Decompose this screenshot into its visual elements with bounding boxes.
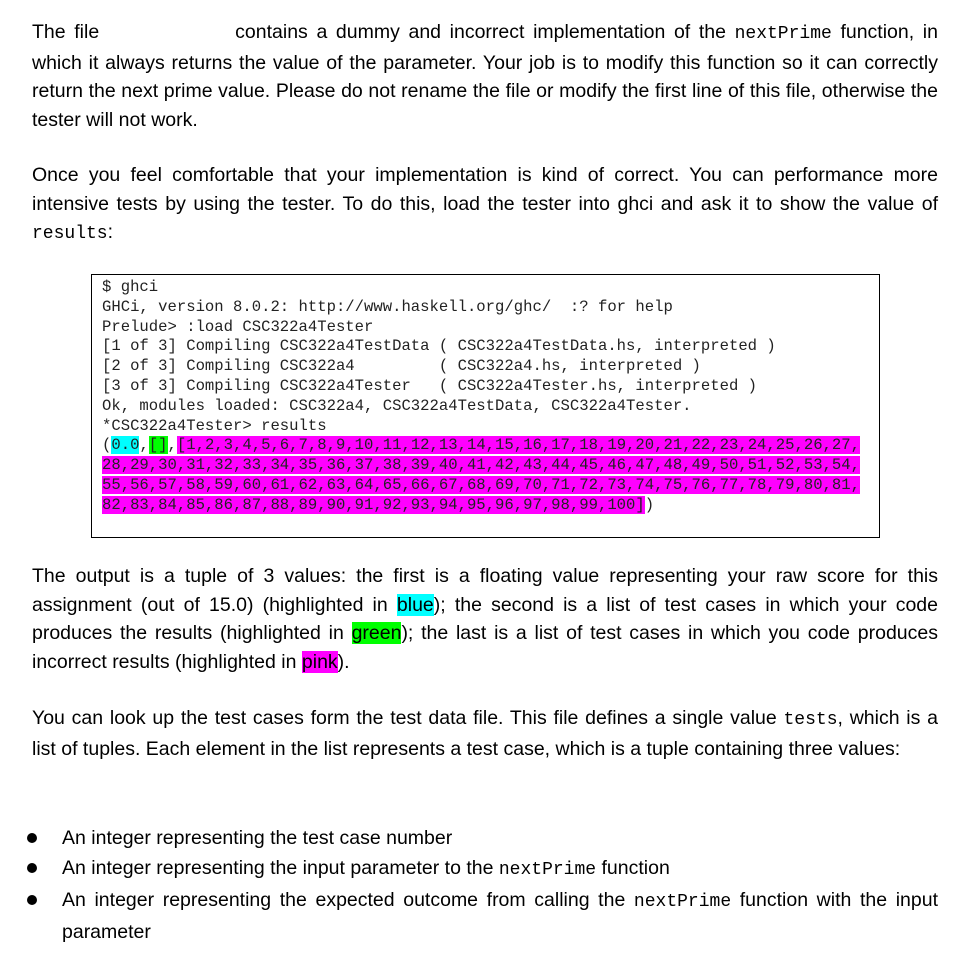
bullet-icon [27,895,37,905]
tuple-close: ) [644,495,655,514]
terminal-line: Ok, modules loaded: CSC322a4, CSC322a4TestData, CSC322a4Tester. [102,396,692,415]
nextprime-code: nextPrime [633,892,732,912]
terminal-line: [2 of 3] Compiling CSC322a4 ( CSC322a4.hs, interpreted ) [102,357,701,376]
intro-paragraph [32,18,938,134]
list-item [0,853,938,885]
bullet-icon [27,833,37,843]
list-item-text: function with the input parameter [62,889,938,943]
output-text-b: ); the second is a list of test cases in which your code produces the results (highlighted in [32,593,938,645]
green-highlight: green [351,622,402,645]
results-output [102,436,869,515]
terminal-line: GHCi, version 8.0.2: http://www.haskell.org/ghc/ :? for help [102,297,673,316]
testdata-text-b: , which is a list of tuples. Each element in the list represents a test case, which is a tuple containing three values: [32,707,938,760]
list-item-text: An integer representing the expected outcome from calling the [62,889,626,911]
intro-text-a: The file [32,21,100,43]
intro-text-b: contains a dummy and incorrect implementation of the [235,21,726,43]
nextprime-code: nextPrime [498,860,597,880]
terminal-line: *CSC322a4Tester> results [102,416,327,435]
terminal-line: [3 of 3] Compiling CSC322a4Tester ( CSC322a4Tester.hs, interpreted ) [102,376,758,395]
nextprime-code: nextPrime [734,24,832,44]
ghci-terminal [91,274,880,538]
tuple-comma: , [139,436,149,455]
blue-highlight: blue [396,593,434,616]
bullet-icon [27,863,37,873]
output-text-d: ). [337,650,350,673]
tester-text-b: : [107,221,114,244]
output-paragraph [32,562,938,676]
terminal-line: $ ghci [102,278,159,296]
tuple-fields-list [0,823,938,947]
testdata-paragraph [32,704,938,763]
list-item-text: An integer representing the test case number [62,827,453,849]
score-value: 0.0 [111,436,140,455]
results-code: results [32,224,108,245]
tester-paragraph [32,161,938,249]
output-text-c: ); the last is a list of test cases in which you code produces incorrect results (highlighted in [32,622,939,673]
list-item-text: function [601,857,670,879]
tests-code: tests [783,710,838,730]
tuple-comma: , [167,436,177,455]
tuple-open: ( [102,436,112,455]
terminal-line: [1 of 3] Compiling CSC322a4TestData ( CSC322a4TestData.hs, interpreted ) [102,337,776,356]
pink-highlight: pink [301,650,338,673]
list-item [0,885,938,947]
testdata-text-a: You can look up the test cases form the test data file. This file defines a single value [32,707,777,729]
failed-list: [1,2,3,4,5,6,7,8,9,10,11,12,13,14,15,16,17,18,19,20,21,22,23,24,25,26,27,28,29,30,31,32,33,34,35,36,37,38,39,40,41,42,43,44,45,46,47,48,49,50,51,52,53,54,55,56,57,58,59,60,61,62,63,64,65,66,67,68,69,70,71,72,73,74,75,76,77,78,79,80,81,82,83,84,85,86,87,88,89,90,91,92,93,94,95,96,97,98,99,100] [102,436,860,514]
tester-text-a: Once you feel comfortable that your implementation is kind of correct. You can performance more intensive tests by using the tester. To do this, load the tester into ghci and ask it to show the value of [32,164,938,215]
list-item [0,823,938,853]
terminal-line: Prelude> :load CSC322a4Tester [102,317,374,336]
passed-list: [] [148,436,168,455]
output-text-a: The output is a tuple of 3 values: the first is a floating value representing your raw score for this assignment (out of 15.0) (highlighted in [32,565,938,616]
list-item-text: An integer representing the input parameter to the [62,857,494,879]
intro-text-c: function, in which it always returns the value of the parameter. Your job is to modify this function so it can correctly return the next prime value. Please do not rename the file or modify the first line of this file, otherwise the tester will not work. [32,21,938,131]
